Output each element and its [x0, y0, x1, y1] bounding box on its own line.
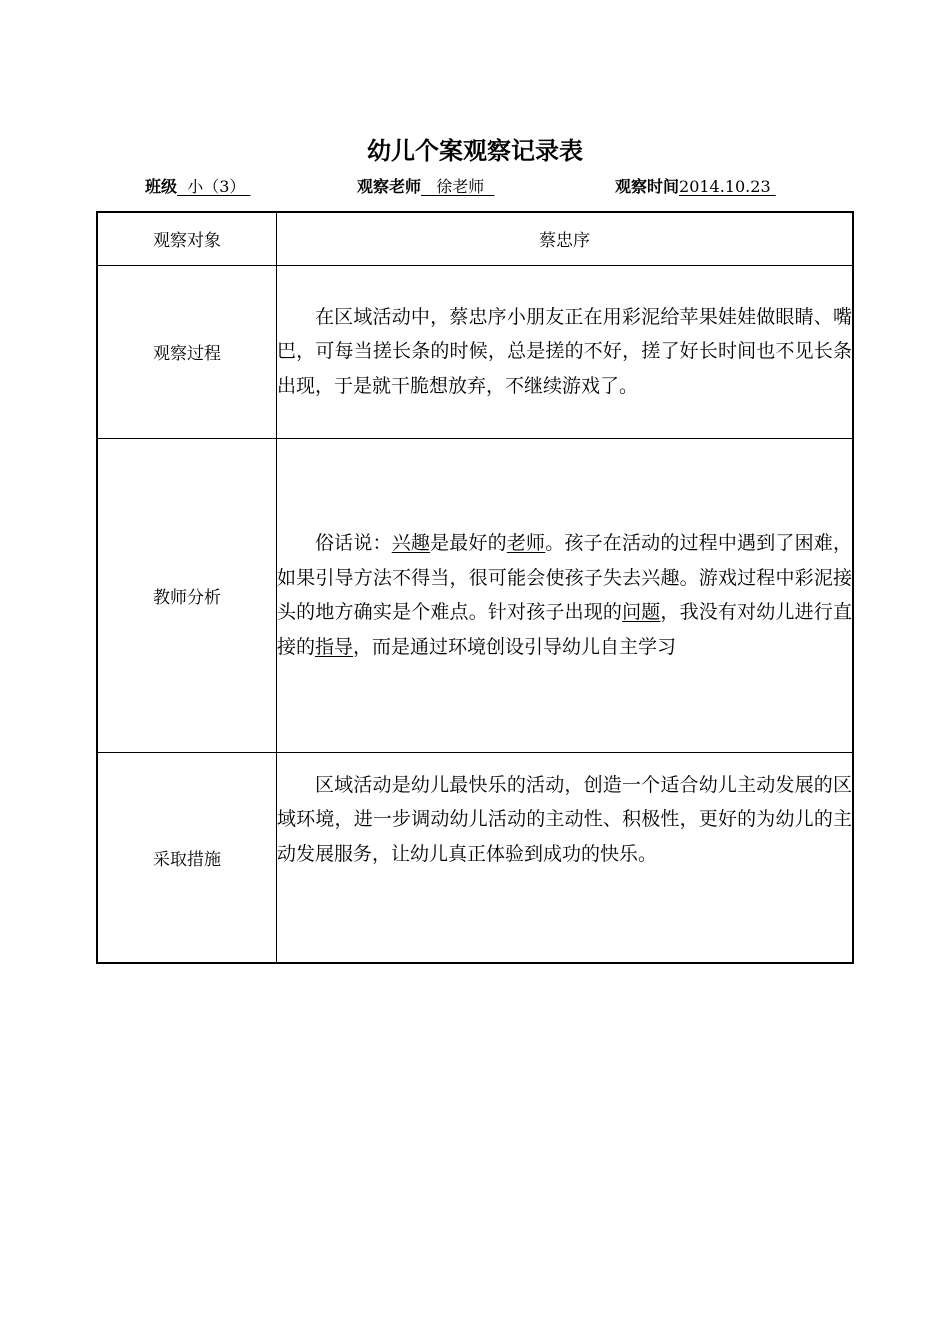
- process-row: [97, 265, 853, 438]
- teacher-field: [357, 174, 494, 198]
- class-label: 班级: [145, 177, 178, 196]
- subject-label: 观察对象: [97, 212, 277, 265]
- analysis-link-problem: 问题: [622, 601, 661, 623]
- teacher-value: 徐老师: [421, 177, 495, 196]
- analysis-cell: [277, 438, 854, 752]
- analysis-part: 。孩子在活动的过程中遇到了困难，如果引导方法不得当，很可能会使孩子失去兴趣。游戏过程中彩泥接头的地方确实是个难点。针对孩子出现的: [277, 532, 852, 623]
- measures-text: 区域活动是幼儿最快乐的活动，创造一个适合幼儿主动发展的区域环境，进一步调动幼儿活动的主动性、积极性，更好的为幼儿的主动发展服务，让幼儿真正体验到成功的快乐。: [277, 773, 852, 865]
- analysis-part: ，而是通过环境创设引导幼儿自主学习: [353, 635, 677, 658]
- analysis-text: [277, 526, 852, 664]
- analysis-part: 俗话说：: [315, 532, 392, 554]
- analysis-link-teacher: 老师: [506, 532, 546, 554]
- process-cell: [277, 265, 854, 438]
- analysis-part: 是最好的: [430, 532, 507, 554]
- subject-row: [97, 212, 853, 265]
- analysis-row: [97, 438, 853, 752]
- measures-label: 采取措施: [97, 752, 277, 963]
- teacher-label: 观察老师: [357, 177, 422, 196]
- observation-table: [96, 211, 854, 964]
- analysis-label: 教师分析: [97, 438, 277, 752]
- subject-value: 蔡忠序: [277, 212, 854, 265]
- time-field: [615, 174, 776, 198]
- page-title: 幼儿个案观察记录表: [367, 136, 583, 165]
- analysis-part: ，我没有对幼儿进行直接的: [277, 601, 852, 658]
- measures-row: [97, 752, 853, 963]
- class-value: 小（3）: [177, 177, 251, 196]
- process-text: 在区域活动中，蔡忠序小朋友正在用彩泥给苹果娃娃做眼睛、嘴巴，可每当搓长条的时候，总是搓的不好，搓了好长时间也不见长条出现，于是就干脆想放弃，不继续游戏了。: [277, 305, 852, 397]
- analysis-link-guidance: 指导: [315, 635, 354, 658]
- analysis-link-interest: 兴趣: [391, 532, 431, 554]
- class-field: [145, 174, 250, 198]
- process-label: 观察过程: [97, 265, 277, 438]
- measures-cell: [277, 752, 854, 963]
- time-value: 2014.10.23: [679, 177, 776, 196]
- time-label: 观察时间: [615, 177, 680, 196]
